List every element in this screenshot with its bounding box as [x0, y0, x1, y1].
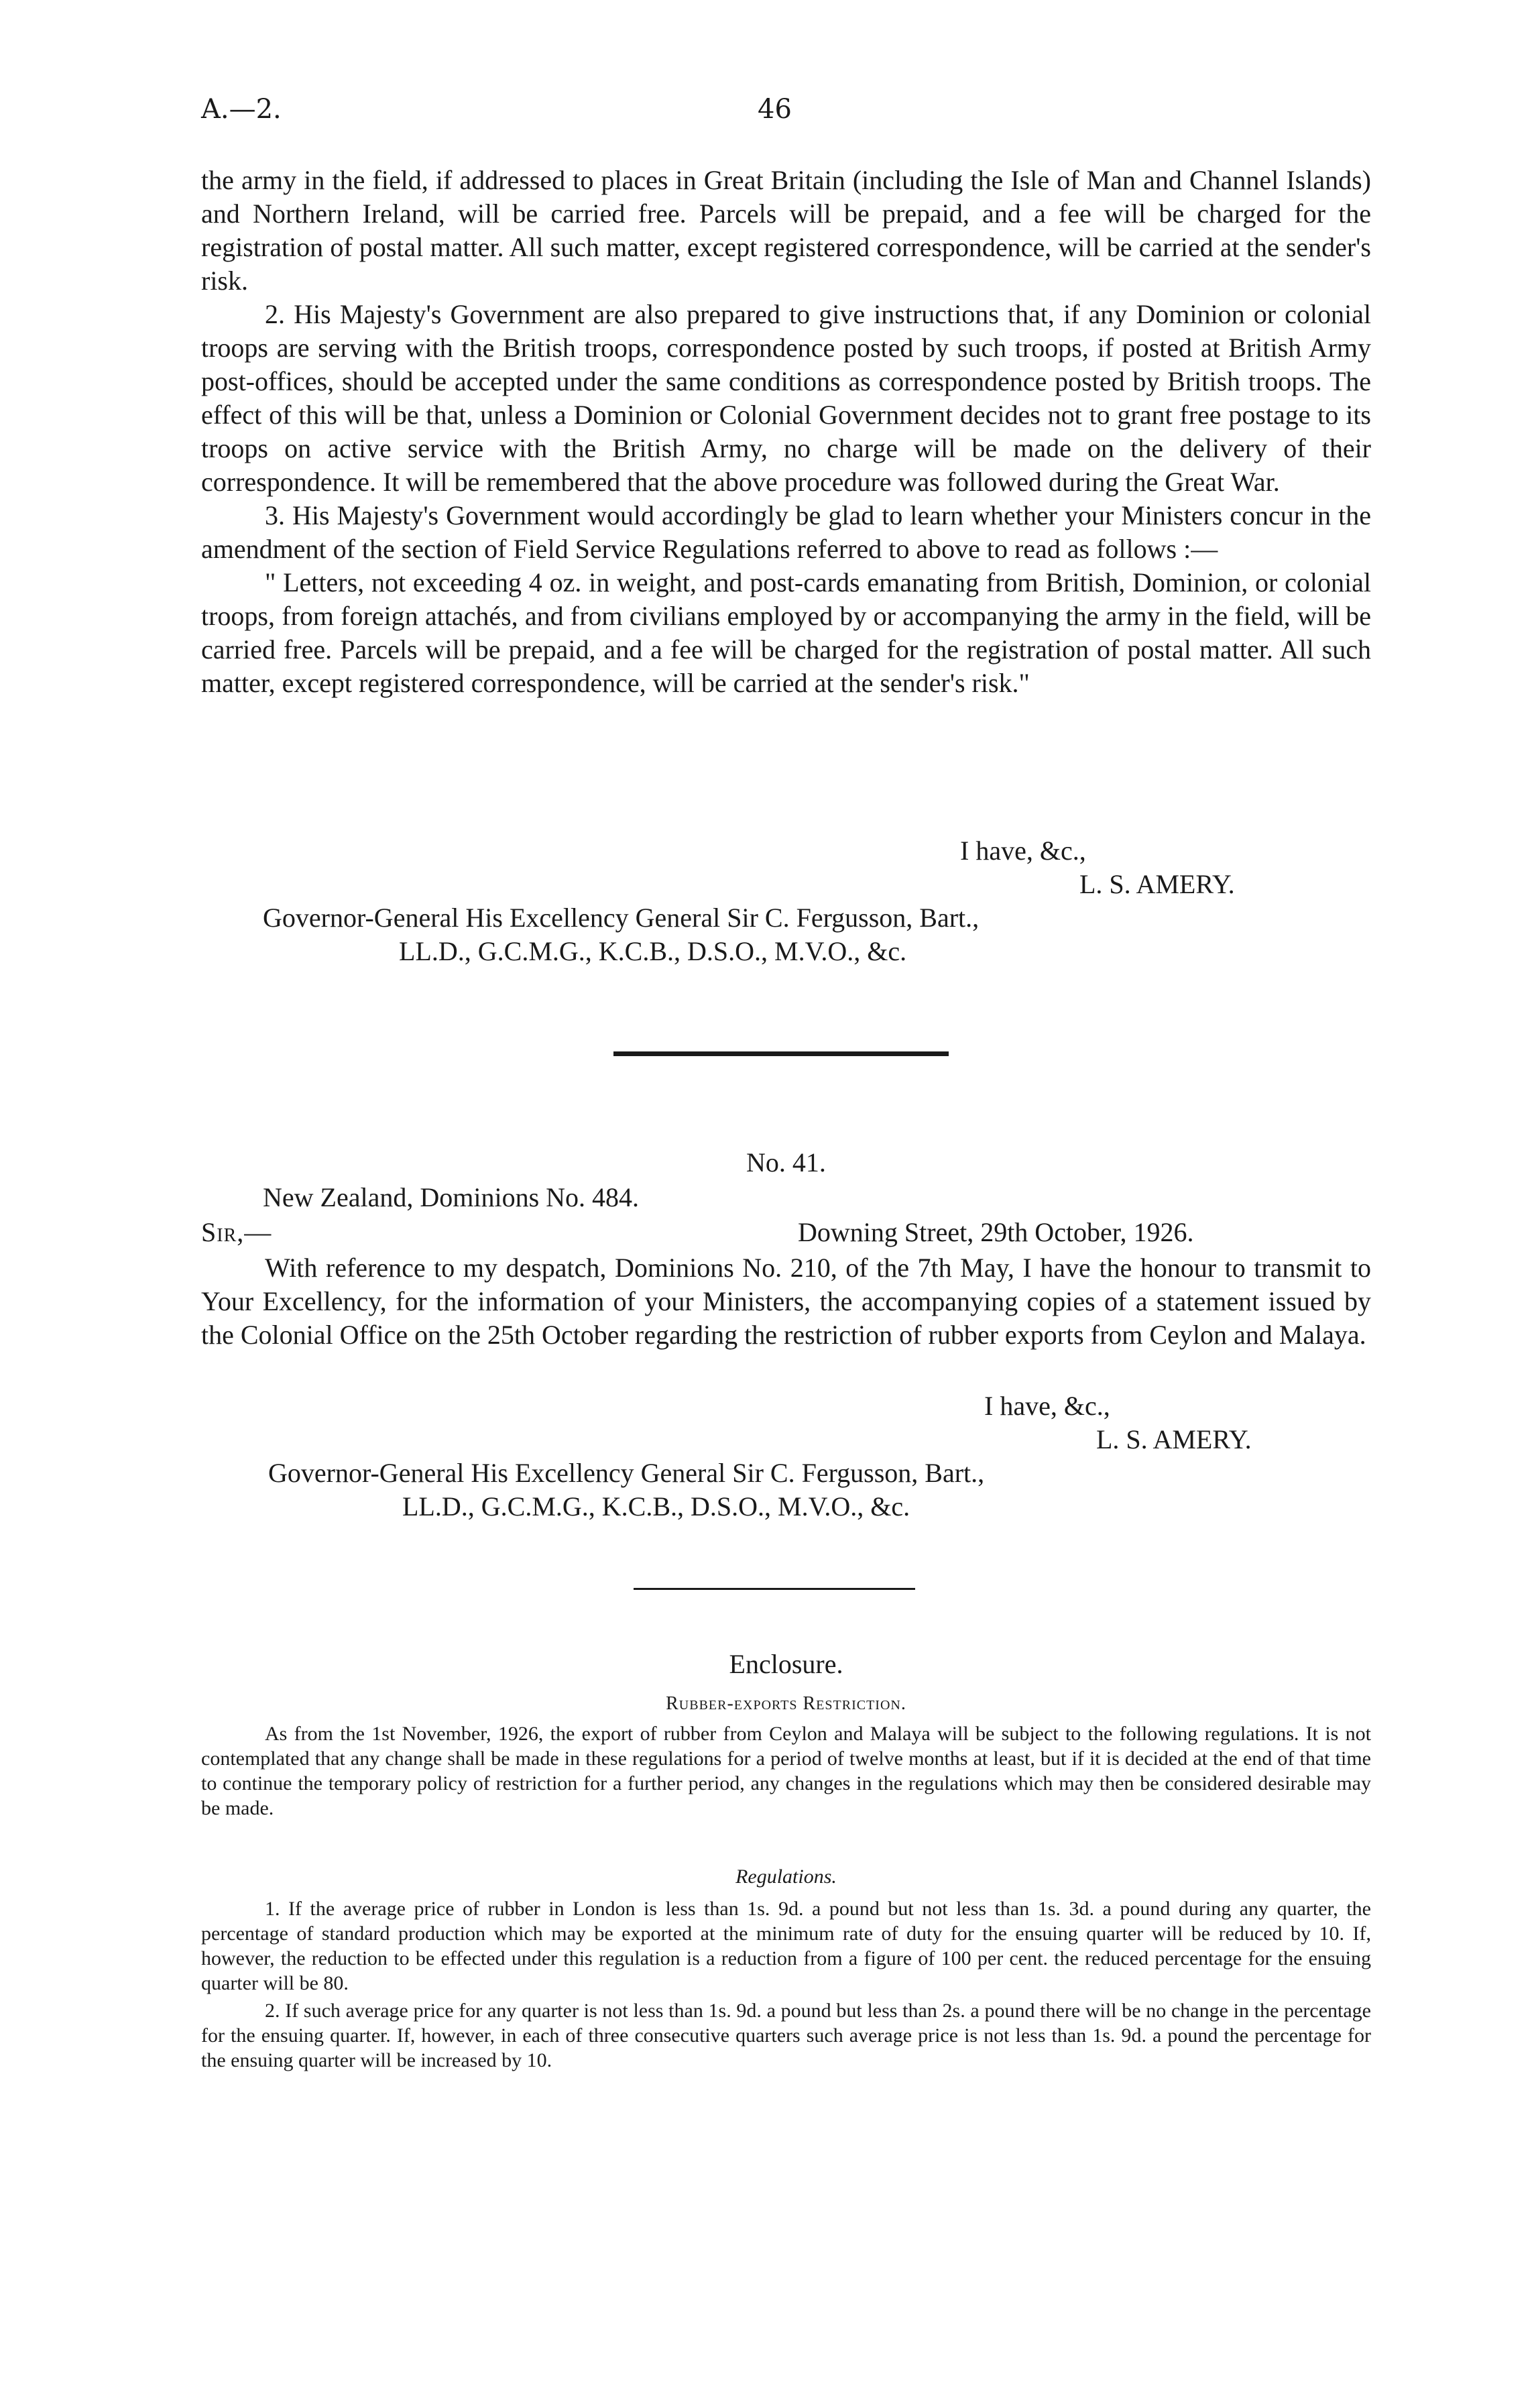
closing-phrase: I have, &c., [960, 836, 1086, 866]
section-divider-thin [634, 1588, 915, 1590]
regulation-1: 1. If the average price of rubber in London is less than 1s. 9d. a pound but not less than 1s. 3d. a pound during any quarter, the percentage of standard production which may be exported at the minimum rate of duty for the ensuing quarter will be reduced by 10. If, however, the reduction to be effected under this regulation is a reduction from a figure of 100 per cent. the reduced percentage for the ensuing quarter will be 80. [201, 1898, 1371, 1994]
address-date: Downing Street, 29th October, 1926. [798, 1217, 1194, 1247]
despatch-reference: New Zealand, Dominions No. 484. [263, 1182, 640, 1212]
enclosure-subheading: Rubber-exports Restriction. [666, 1693, 906, 1714]
paragraph-continued: the army in the field, if addressed to places in Great Britain (including the Isle of Man and Channel Islands) and Northern Ireland, will be carried free. Parcels will be prepaid, and a fee will be charged for the registration of postal matter. All such matter, except registered correspondence, will be carried at the sender's risk. [201, 165, 1371, 296]
document-reference: A.—2. [201, 94, 282, 125]
quoted-regulation: " Letters, not exceeding 4 oz. in weight, and post-cards emanating from British, Dominion, or colonial troops, from foreign attachés, and from civilians employed by or accompanying the army in the field, will be carried free. Parcels will be prepaid, and a fee will be charged for the registration of postal matter. All such matter, except registered correspondence, will be carried at the sender's risk." [201, 567, 1371, 698]
addressee-line-1: Governor-General His Excellency General Sir C. Fergusson, Bart., [263, 903, 980, 933]
regulations-heading: Regulations. [735, 1866, 837, 1888]
signature: L. S. AMERY. [1079, 869, 1235, 899]
enclosure-intro-block [201, 1721, 1371, 1821]
addressee-line-2: LL.D., G.C.M.G., K.C.B., D.S.O., M.V.O., &c. [399, 936, 907, 966]
signature-2: L. S. AMERY. [1096, 1424, 1252, 1454]
closing-phrase-2: I have, &c., [984, 1391, 1110, 1421]
regulation-2: 2. If such average price for any quarter is not less than 1s. 9d. a pound but less than 2s. a pound there will be no change in the percentage for the ensuing quarter. If, however, in each of three consecutive quarters such average price is not less than 1s. 9d. a pound the percentage for the ensuing quarter will be increased by 10. [201, 2000, 1371, 2071]
section-divider-thick [613, 1051, 949, 1056]
paragraph-2: 2. His Majesty's Government are also prepared to give instructions that, if any Dominion or colonial troops are serving with the British troops, correspondence posted by such troops, if posted at British Army post-offices, should be accepted under the same conditions as correspondence posted by British troops. The effect of this will be that, unless a Dominion or Colonial Government decides not to grant free postage to its troops on active service with the British Army, no charge will be made on the delivery of their correspondence. It will be remembered that the above procedure was followed during the Great War. [201, 299, 1371, 497]
despatch-number: No. 41. [746, 1147, 826, 1178]
enclosure-intro: As from the 1st November, 1926, the export of rubber from Ceylon and Malaya will be subject to the following regulations. It is not contemplated that any change shall be made in these regulations for a period of twelve months at least, but if it is decided at the end of that time to continue the temporary policy of restriction for a further period, any changes in the regulations which may then be considered desirable may be made. [201, 1723, 1371, 1819]
addressee-line-1-2: Governor-General His Excellency General Sir C. Fergusson, Bart., [268, 1458, 985, 1488]
enclosure-heading: Enclosure. [729, 1649, 843, 1679]
letter-body [201, 1251, 1371, 1352]
paragraph-3: 3. His Majesty's Government would accordingly be glad to learn whether your Ministers concur in the amendment of the section of Field Service Regulations referred to above to read as follows :— [201, 500, 1371, 564]
page-number: 46 [758, 94, 792, 125]
addressee-line-2-2: LL.D., G.C.M.G., K.C.B., D.S.O., M.V.O., &c. [402, 1491, 910, 1522]
regulations-list [201, 1896, 1371, 2073]
letter-continuation [201, 164, 1371, 700]
despatch-body: With reference to my despatch, Dominions No. 210, of the 7th May, I have the honour to transmit to Your Excellency, for the information of your Ministers, the accompanying copies of a statement issued by the Colonial Office on the 25th October regarding the restriction of rubber exports from Ceylon and Malaya. [201, 1253, 1371, 1350]
salutation: Sir,— [201, 1217, 272, 1247]
